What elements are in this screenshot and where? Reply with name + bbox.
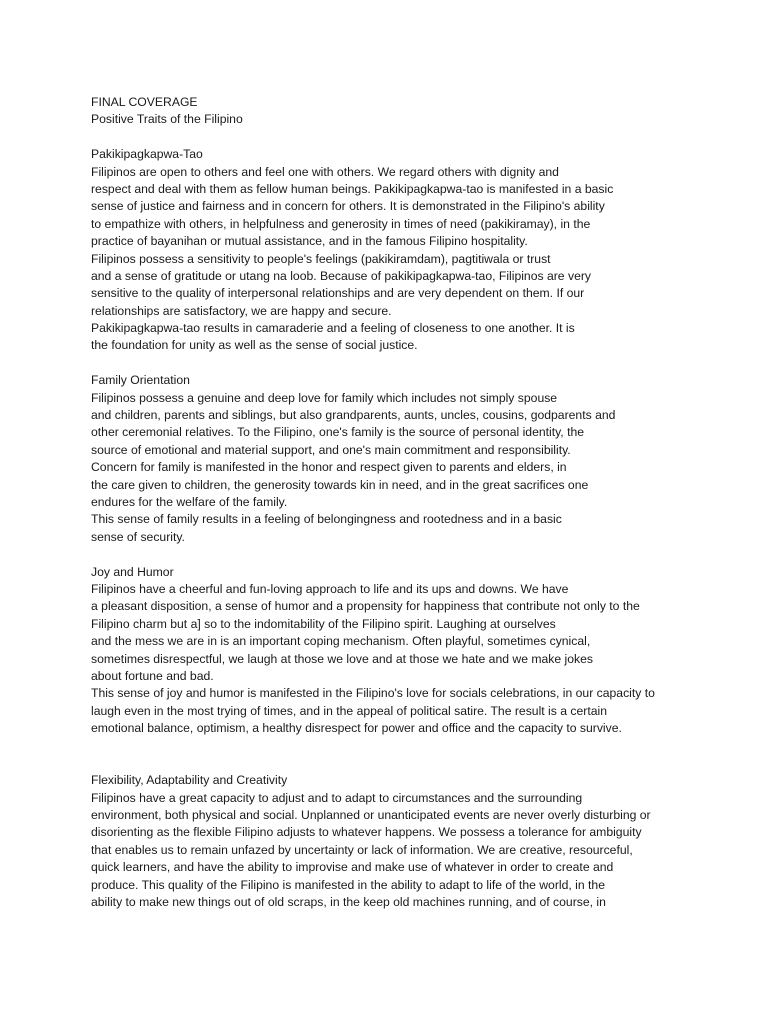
paragraph-line: other ceremonial relatives. To the Filipino, one's family is the source of personal identity, the: [91, 425, 585, 440]
spacer: [91, 755, 761, 772]
spacer: [91, 737, 761, 754]
paragraph-line: sense of justice and fairness and in concern for others. It is demonstrated in the Filipino's ability: [91, 199, 605, 214]
spacer: [91, 546, 761, 563]
paragraph-line: the foundation for unity as well as the sense of social justice.: [91, 338, 418, 353]
paragraph-line: environment, both physical and social. Unplanned or unanticipated events are never overly disturbing or: [91, 808, 651, 823]
paragraph-line: disorienting as the flexible Filipino adjusts to whatever happens. We possess a tolerance for ambiguity: [91, 825, 642, 840]
document-page: [91, 94, 761, 911]
paragraph-line: quick learners, and have the ability to improvise and make use of whatever in order to create and: [91, 860, 614, 875]
paragraph-line: Filipino charm but a] so to the indomitability of the Filipino spirit. Laughing at ourselves: [91, 616, 556, 631]
section-heading: Pakikipagkapwa-Tao: [91, 147, 203, 162]
paragraph-line: sometimes disrespectful, we laugh at those we love and at those we hate and we make jokes: [91, 651, 593, 666]
paragraph-line: that enables us to remain unfazed by uncertainty or lack of information. We are creative, resourceful,: [91, 842, 633, 857]
paragraph-line: about fortune and bad.: [91, 668, 214, 683]
paragraph-line: sense of security.: [91, 529, 185, 544]
paragraph-line: ability to make new things out of old scraps, in the keep old machines running, and of course, in: [91, 894, 606, 909]
paragraph-line: a pleasant disposition, a sense of humor and a propensity for happiness that contribute not only to the: [91, 599, 640, 614]
section-flexibility-adaptability-creativity: [91, 772, 761, 911]
paragraph-line: Filipinos possess a genuine and deep love for family which includes not simply spouse: [91, 390, 558, 405]
paragraph-line: and a sense of gratitude or utang na loob. Because of pakikipagkapwa-tao, Filipinos are very: [91, 268, 591, 283]
paragraph-line: Filipinos have a cheerful and fun-loving approach to life and its ups and downs. We have: [91, 581, 569, 596]
paragraph-line: Filipinos have a great capacity to adjust and to adapt to circumstances and the surrounding: [91, 790, 583, 805]
paragraph-line: source of emotional and material support, and one's main commitment and responsibility.: [91, 442, 571, 457]
section-joy-and-humor: [91, 564, 761, 738]
paragraph-line: relationships are satisfactory, we are happy and secure.: [91, 303, 392, 318]
paragraph-line: Pakikipagkapwa-tao results in camaraderie and a feeling of closeness to one another. It is: [91, 321, 575, 336]
spacer: [91, 129, 761, 146]
section-heading: Flexibility, Adaptability and Creativity: [91, 773, 288, 788]
paragraph-line: This sense of joy and humor is manifested in the Filipino's love for socials celebrations, in our capacity to: [91, 686, 655, 701]
document-subtitle: Positive Traits of the Filipino: [91, 112, 243, 127]
paragraph-line: This sense of family results in a feeling of belongingness and rootedness and in a basic: [91, 512, 562, 527]
paragraph-line: produce. This quality of the Filipino is manifested in the ability to adapt to life of the world, in the: [91, 877, 605, 892]
spacer: [91, 355, 761, 372]
paragraph-line: emotional balance, optimism, a healthy disrespect for power and office and the capacity to survive.: [91, 721, 622, 736]
paragraph-line: respect and deal with them as fellow human beings. Pakikipagkapwa-tao is manifested in a basic: [91, 181, 614, 196]
paragraph-line: the care given to children, the generosity towards kin in need, and in the great sacrifices one: [91, 477, 589, 492]
paragraph-line: Filipinos are open to others and feel one with others. We regard others with dignity and: [91, 164, 559, 179]
section-heading: Joy and Humor: [91, 564, 174, 579]
document-title: FINAL COVERAGE: [91, 95, 198, 109]
paragraph-line: and the mess we are in is an important coping mechanism. Often playful, sometimes cynical,: [91, 634, 591, 649]
paragraph-line: laugh even in the most trying of times, and in the appeal of political satire. The result is a certain: [91, 703, 607, 718]
paragraph-line: endures for the welfare of the family.: [91, 494, 288, 509]
paragraph-line: practice of bayanihan or mutual assistance, and in the famous Filipino hospitality.: [91, 234, 528, 249]
paragraph-line: and children, parents and siblings, but also grandparents, aunts, uncles, cousins, godparents and: [91, 408, 616, 423]
paragraph-line: Filipinos possess a sensitivity to people's feelings (pakikiramdam), pagtitiwala or trust: [91, 251, 551, 266]
paragraph-line: Concern for family is manifested in the honor and respect given to parents and elders, in: [91, 460, 567, 475]
paragraph-line: to empathize with others, in helpfulness and generosity in times of need (pakikiramay), in the: [91, 216, 591, 231]
section-heading: Family Orientation: [91, 373, 190, 388]
section-family-orientation: [91, 372, 761, 546]
section-pakikipagkapwa-tao: [91, 146, 761, 355]
paragraph-line: sensitive to the quality of interpersonal relationships and are very dependent on them. If our: [91, 286, 585, 301]
